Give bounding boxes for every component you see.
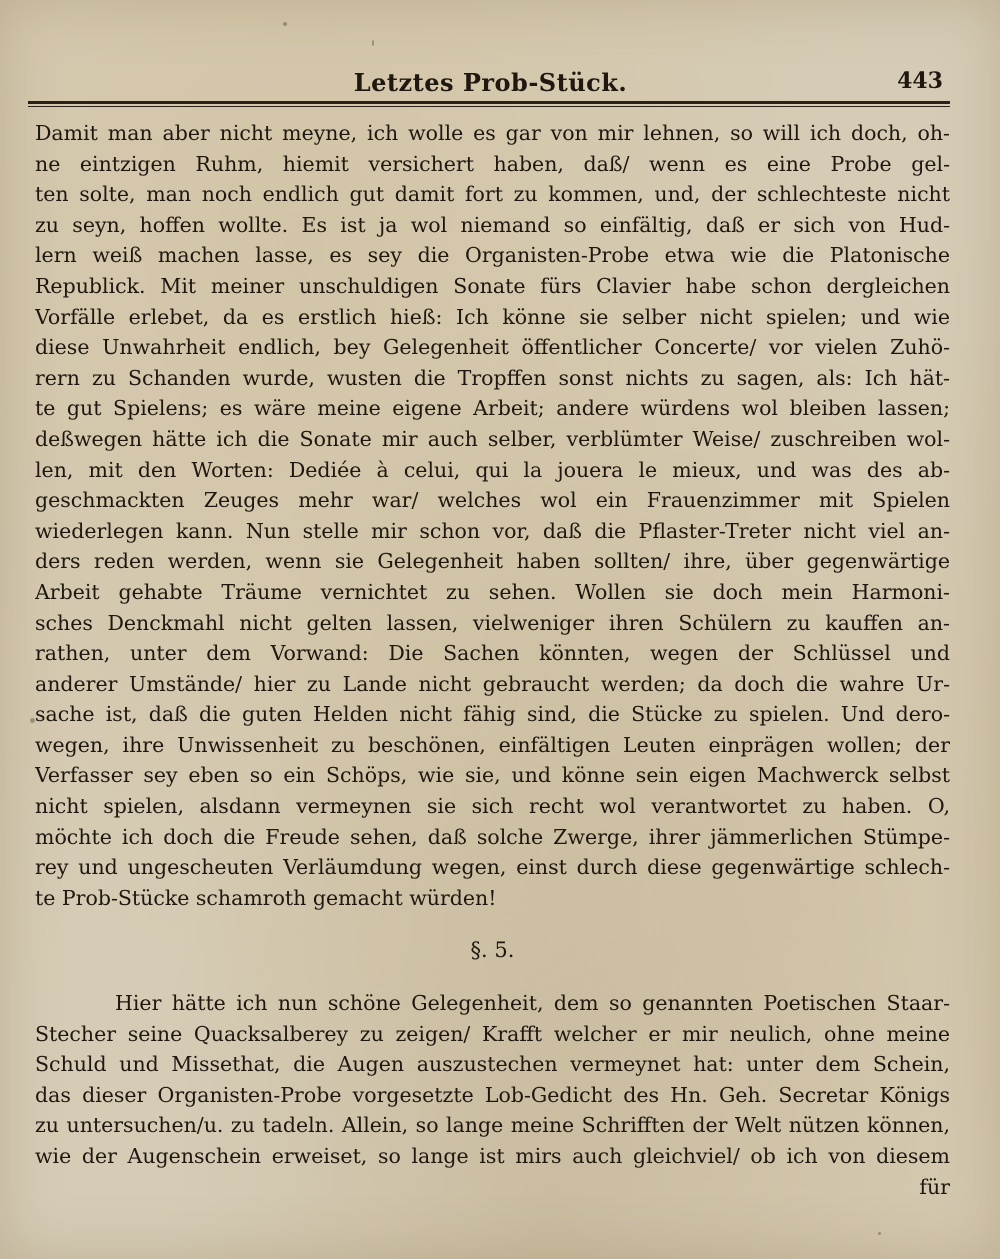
header-rule [28, 101, 950, 107]
paper-speck [878, 1232, 881, 1235]
body-text [35, 118, 950, 1202]
text-line: deßwegen hätte ich die Sonate mir auch selber, verblümter Weise/ zuschreiben wol- [35, 426, 950, 451]
paragraph-1 [35, 118, 950, 913]
text-line: Stecher seine Quacksalberey zu zeigen/ Krafft welcher er mir neulich, ohne meine [35, 1021, 950, 1046]
text-line: rey und ungescheuten Verläumdung wegen, einst durch diese gegenwärtige schlech- [35, 855, 950, 880]
text-line: das dieser Organisten-Probe vorgesetzte Lob-Gedicht des Hn. Geh. Secretar Königs [35, 1082, 950, 1107]
paragraph-2 [35, 988, 950, 1172]
page-header [28, 62, 953, 98]
text-line: ders reden werden, wenn sie Gelegenheit haben sollten/ ihre, über gegenwärtige [35, 549, 950, 574]
paper-speck [283, 22, 287, 26]
text-line: zu untersuchen/u. zu tadeln. Allein, so lange meine Schrifften der Welt nützen können, [35, 1113, 950, 1138]
section-heading: §. 5. [470, 938, 515, 963]
text-line: rathen, unter dem Vorwand: Die Sachen könnten, wegen der Schlüssel und [35, 641, 950, 666]
text-line: ten solte, man noch endlich gut damit fort zu kommen, und, der schlechteste nicht [35, 182, 950, 207]
text-line: zu seyn, hoffen wollte. Es ist ja wol niemand so einfältig, daß er sich von Hud- [35, 212, 950, 237]
paragraph-gap [35, 913, 950, 935]
paper-speck [372, 40, 374, 46]
text-line: wie der Augenschein erweiset, so lange ist mirs auch gleichviel/ ob ich von diesem [35, 1144, 950, 1168]
catchword: für [919, 1174, 950, 1199]
text-line: möchte ich doch die Freude sehen, daß solche Zwerge, ihrer jämmerlichen Stümpe- [35, 824, 950, 849]
text-line: Arbeit gehabte Träume vernichtet zu sehen. Wollen sie doch mein Harmoni- [35, 579, 950, 604]
text-line: Vorfälle erlebet, da es erstlich hieß: Ich könne sie selber nicht spielen; und wie [35, 304, 950, 329]
text-line: lern weiß machen lasse, es sey die Organisten-Probe etwa wie die Platonische [35, 243, 950, 268]
text-line: te Prob-Stücke schamroth gemacht würden! [35, 885, 497, 910]
running-head: Letztes Prob-Stück. [353, 68, 628, 97]
text-line: diese Unwahrheit endlich, bey Gelegenheit öffentlicher Concerte/ vor vielen Zuhö- [35, 335, 950, 360]
text-line: Schuld und Missethat, die Augen auszustechen vermeynet hat: unter dem Schein, [35, 1052, 950, 1077]
text-line: Damit man aber nicht meyne, ich wolle es gar von mir lehnen, so will ich doch, oh- [35, 121, 950, 145]
text-line: nicht spielen, alsdann vermeynen sie sich recht wol verantwortet zu haben. O, [35, 794, 950, 819]
paragraph-gap [35, 966, 950, 988]
text-line: Verfasser sey eben so ein Schöps, wie sie, und könne sein eigen Machwerck selbst [35, 763, 950, 788]
text-line: wegen, ihre Unwissenheit zu beschönen, einfältigen Leuten einprägen wollen; der [35, 732, 950, 757]
text-line: wiederlegen kann. Nun stelle mir schon vor, daß die Pflaster-Treter nicht viel an- [35, 518, 950, 543]
text-line: sches Denckmahl nicht gelten lassen, vielweniger ihren Schülern zu kauffen an- [35, 610, 950, 635]
text-line: len, mit den Worten: Dediée à celui, qui la jouera le mieux, und was des ab- [35, 457, 950, 482]
text-line: anderer Umstände/ hier zu Lande nicht gebraucht werden; da doch die wahre Ur- [35, 671, 950, 696]
text-line: geschmackten Zeuges mehr war/ welches wol ein Frauenzimmer mit Spielen [35, 488, 950, 513]
text-line: Republick. Mit meiner unschuldigen Sonate fürs Clavier habe schon dergleichen [35, 273, 950, 298]
text-line: rern zu Schanden wurde, wusten die Tropffen sonst nichts zu sagen, als: Ich hät- [35, 365, 950, 390]
text-line: Hier hätte ich nun schöne Gelegenheit, dem so genannten Poetischen Staar- [115, 991, 950, 1016]
page-number: 443 [897, 68, 943, 94]
text-line: sache ist, daß die guten Helden nicht fähig sind, die Stücke zu spielen. Und dero- [35, 702, 950, 727]
text-line: te gut Spielens; es wäre meine eigene Arbeit; andere würdens wol bleiben lassen; [35, 396, 950, 421]
text-line: ne eintzigen Ruhm, hiemit versichert haben, daß/ wenn es eine Probe gel- [35, 151, 950, 176]
